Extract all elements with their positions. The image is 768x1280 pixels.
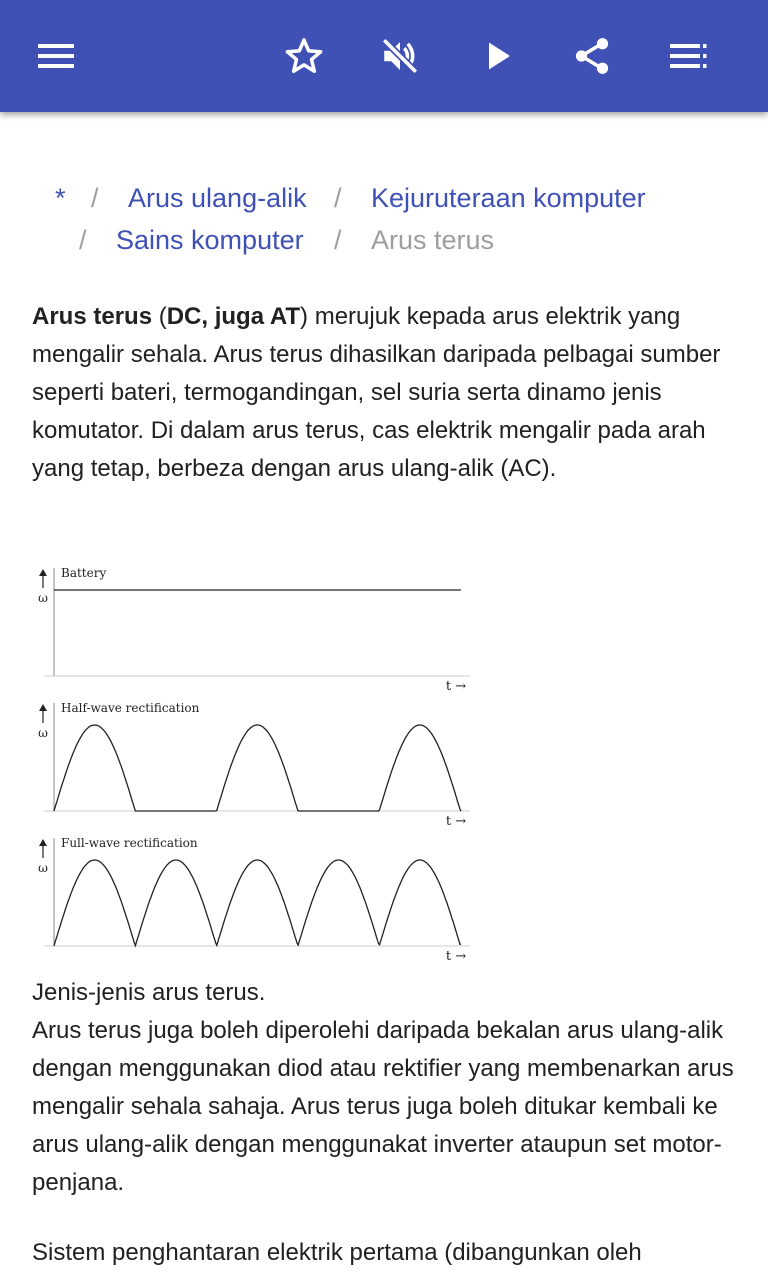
breadcrumb-item-home[interactable]: * — [55, 183, 66, 213]
breadcrumb-item-arus-ulang-alik[interactable]: Arus ulang-alik — [128, 183, 307, 213]
paragraph-2: Arus terus juga boleh diperolehi daripada bekalan arus ulang-alik dengan menggunakan diod atau rektifier yang membenarkan arus mengalir sehala sahaja. Arus terus juga boleh ditukar kembali ke arus ulang-alik dengan menggunakat inverter ataupun set motor-penjana. — [32, 1017, 734, 1196]
breadcrumb-separator: / — [334, 183, 342, 213]
y-axis-arrowhead — [39, 839, 47, 846]
full-wave-waveform — [54, 860, 461, 946]
bold-term: Arus terus — [32, 303, 153, 330]
play-icon[interactable] — [473, 31, 523, 81]
breadcrumb-item-sains-komputer[interactable]: Sains komputer — [116, 225, 304, 255]
breadcrumb-separator: / — [79, 225, 87, 255]
dc-waveforms-figure — [30, 560, 480, 970]
intro-text: ) merujuk kepada arus elektrik yang mengalir sehala. Arus terus dihasilkan daripada pelbagai sumber seperti bateri, termogandingan, sel suria serta dinamo jenis komutator. Di dalam arus terus, cas elektrik mengalir pada arah yang tetap, berbeza dengan arus ulang-alik (AC). — [32, 303, 721, 482]
panel-title: Battery — [61, 566, 107, 580]
y-axis-label: ω — [38, 726, 48, 740]
figure-caption: Jenis-jenis arus terus. — [32, 979, 266, 1006]
x-axis-label: t → — [445, 949, 467, 964]
half-wave-waveform — [54, 725, 461, 811]
panel-title: Full-wave rectification — [61, 836, 198, 850]
bold-abbreviation: DC, juga AT — [166, 303, 301, 330]
volume-off-icon[interactable] — [375, 31, 425, 81]
hamburger-menu-icon[interactable] — [31, 31, 81, 81]
app-toolbar — [0, 0, 768, 112]
paragraph-3: Sistem penghantaran elektrik pertama (dibangunkan oleh — [32, 1239, 642, 1266]
y-axis-arrowhead — [39, 569, 47, 576]
x-axis-label: t → — [445, 814, 467, 829]
x-axis-label: t → — [445, 679, 467, 694]
y-axis-arrowhead — [39, 704, 47, 711]
breadcrumb-separator: / — [334, 225, 342, 255]
intro-paren: ( — [152, 303, 167, 330]
breadcrumb-item-kejuruteraan-komputer[interactable]: Kejuruteraan komputer — [371, 183, 646, 213]
y-axis-label: ω — [38, 861, 48, 875]
breadcrumb-item-current: Arus terus — [371, 225, 495, 255]
toc-list-icon[interactable] — [663, 31, 713, 81]
intro-paragraph — [32, 298, 742, 488]
share-icon[interactable] — [567, 31, 617, 81]
breadcrumb-separator: / — [91, 183, 99, 213]
y-axis-label: ω — [38, 591, 48, 605]
figure-caption-and-paragraph — [32, 974, 742, 1202]
panel-title: Half-wave rectification — [61, 701, 200, 715]
star-icon[interactable] — [279, 31, 329, 81]
